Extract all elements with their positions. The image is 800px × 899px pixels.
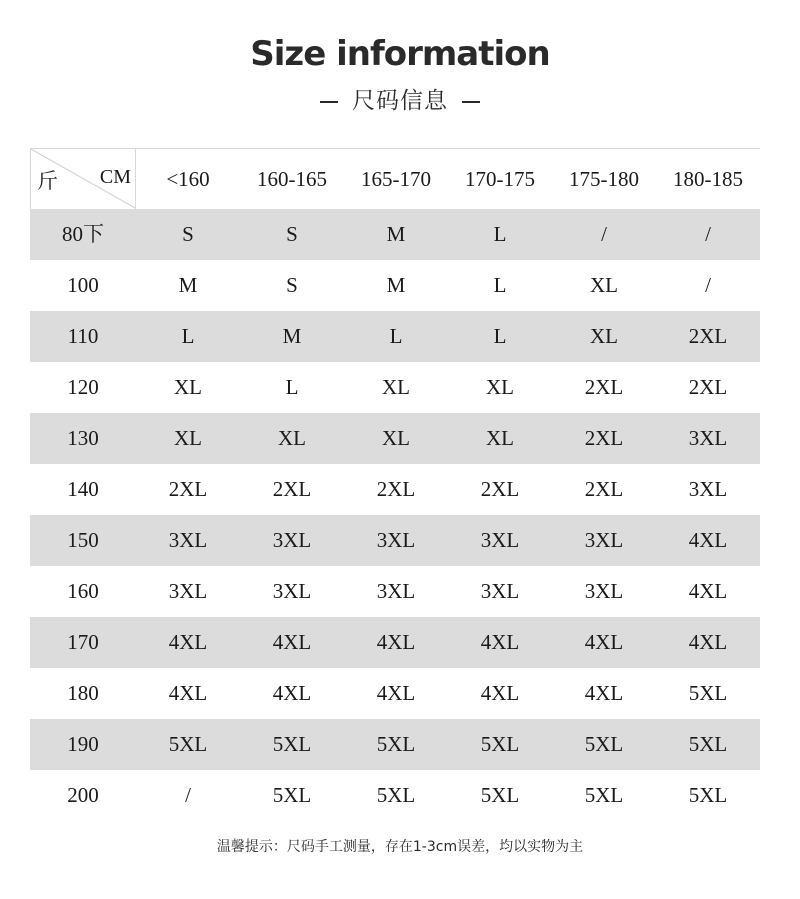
size-cell: 5XL: [688, 732, 728, 756]
size-cell: XL: [382, 426, 410, 450]
size-cell: 5XL: [584, 783, 624, 807]
column-header: 175-180: [569, 167, 639, 191]
size-cell: 4XL: [688, 528, 728, 552]
size-cell: 2XL: [376, 477, 416, 501]
corner-weight-unit: 斤: [37, 169, 58, 193]
size-cell: 3XL: [584, 579, 624, 603]
size-cell: 5XL: [376, 783, 416, 807]
size-cell: 2XL: [584, 375, 624, 399]
size-cell: XL: [486, 375, 514, 399]
size-cell: 2XL: [480, 477, 520, 501]
measurement-note: 温馨提示：尺码手工测量，存在1-3cm误差，均以实物为主: [216, 839, 584, 855]
table-row: [30, 515, 760, 566]
weight-cell: 110: [67, 324, 99, 348]
size-cell: 4XL: [688, 630, 728, 654]
size-cell: 3XL: [688, 477, 728, 501]
table-body: [30, 209, 760, 821]
table-row: [30, 464, 760, 515]
table-row: [30, 260, 760, 311]
page-title: Size information: [250, 34, 550, 74]
column-header: 170-175: [465, 167, 535, 191]
size-cell: 3XL: [376, 528, 416, 552]
size-cell: 2XL: [584, 477, 624, 501]
size-cell: XL: [486, 426, 514, 450]
size-cell: 2XL: [272, 477, 312, 501]
weight-cell: 150: [67, 528, 99, 552]
size-cell: XL: [278, 426, 306, 450]
size-cell: 3XL: [688, 426, 728, 450]
size-cell: M: [178, 273, 198, 297]
size-cell: 2XL: [584, 426, 624, 450]
size-cell: 5XL: [168, 732, 208, 756]
size-cell: XL: [590, 324, 618, 348]
size-cell: 3XL: [376, 579, 416, 603]
weight-cell: 190: [67, 732, 99, 756]
size-cell: M: [386, 222, 406, 246]
size-cell: M: [386, 273, 406, 297]
size-cell: 4XL: [584, 630, 624, 654]
size-cell: 4XL: [272, 681, 312, 705]
page-subtitle: [0, 82, 800, 115]
size-cell: 5XL: [480, 732, 520, 756]
weight-cell: 80下: [62, 222, 104, 246]
size-cell: L: [389, 324, 403, 348]
size-cell: /: [705, 273, 711, 297]
size-cell: 3XL: [272, 528, 312, 552]
table-row: [30, 719, 760, 770]
size-cell: 5XL: [376, 732, 416, 756]
size-cell: 4XL: [688, 579, 728, 603]
weight-cell: 160: [67, 579, 99, 603]
size-cell: 4XL: [168, 630, 208, 654]
size-cell: 5XL: [272, 732, 312, 756]
size-cell: 3XL: [168, 579, 208, 603]
column-header: 180-185: [673, 167, 743, 191]
subtitle-text: 尺码信息: [352, 88, 448, 114]
size-cell: 4XL: [376, 681, 416, 705]
size-cell: 3XL: [480, 579, 520, 603]
size-cell: S: [286, 273, 298, 297]
size-cell: S: [182, 222, 194, 246]
size-cell: XL: [174, 375, 202, 399]
size-cell: 5XL: [688, 783, 728, 807]
weight-cell: 140: [67, 477, 99, 501]
weight-cell: 200: [67, 783, 99, 807]
size-cell: L: [285, 375, 299, 399]
corner-height-unit: CM: [99, 166, 131, 188]
size-cell: 4XL: [480, 681, 520, 705]
subtitle-dash-left: [320, 101, 338, 103]
column-header: <160: [166, 167, 210, 191]
size-cell: 3XL: [168, 528, 208, 552]
size-cell: 4XL: [168, 681, 208, 705]
size-cell: 4XL: [376, 630, 416, 654]
table-corner-cell: [30, 149, 136, 209]
weight-cell: 170: [67, 630, 99, 654]
size-cell: 2XL: [688, 375, 728, 399]
size-cell: L: [181, 324, 195, 348]
size-cell: 5XL: [480, 783, 520, 807]
size-cell: 4XL: [272, 630, 312, 654]
size-cell: 4XL: [480, 630, 520, 654]
table-row: [30, 209, 760, 260]
table-header-row: [30, 148, 760, 209]
table-row: [30, 311, 760, 362]
weight-cell: 180: [67, 681, 99, 705]
size-cell: 5XL: [584, 732, 624, 756]
table-row: [30, 617, 760, 668]
size-cell: XL: [590, 273, 618, 297]
table-row: [30, 413, 760, 464]
size-cell: L: [493, 222, 507, 246]
size-cell: 3XL: [480, 528, 520, 552]
weight-cell: 120: [67, 375, 99, 399]
size-cell: XL: [174, 426, 202, 450]
column-header: 160-165: [257, 167, 327, 191]
size-cell: 5XL: [272, 783, 312, 807]
size-cell: 2XL: [168, 477, 208, 501]
size-cell: L: [493, 324, 507, 348]
size-cell: /: [705, 222, 711, 246]
weight-cell: 130: [67, 426, 99, 450]
weight-cell: 100: [67, 273, 99, 297]
size-cell: 4XL: [584, 681, 624, 705]
size-cell: S: [286, 222, 298, 246]
size-cell: 2XL: [688, 324, 728, 348]
size-cell: M: [282, 324, 302, 348]
size-cell: 3XL: [584, 528, 624, 552]
size-cell: XL: [382, 375, 410, 399]
size-cell: L: [493, 273, 507, 297]
size-cell: 3XL: [272, 579, 312, 603]
table-row: [30, 566, 760, 617]
size-cell: /: [185, 783, 191, 807]
table-row: [30, 770, 760, 821]
table-row: [30, 668, 760, 719]
size-cell: /: [601, 222, 607, 246]
column-header: 165-170: [361, 167, 431, 191]
size-table: [30, 148, 760, 821]
size-cell: 5XL: [688, 681, 728, 705]
subtitle-dash-right: [462, 101, 480, 103]
table-row: [30, 362, 760, 413]
